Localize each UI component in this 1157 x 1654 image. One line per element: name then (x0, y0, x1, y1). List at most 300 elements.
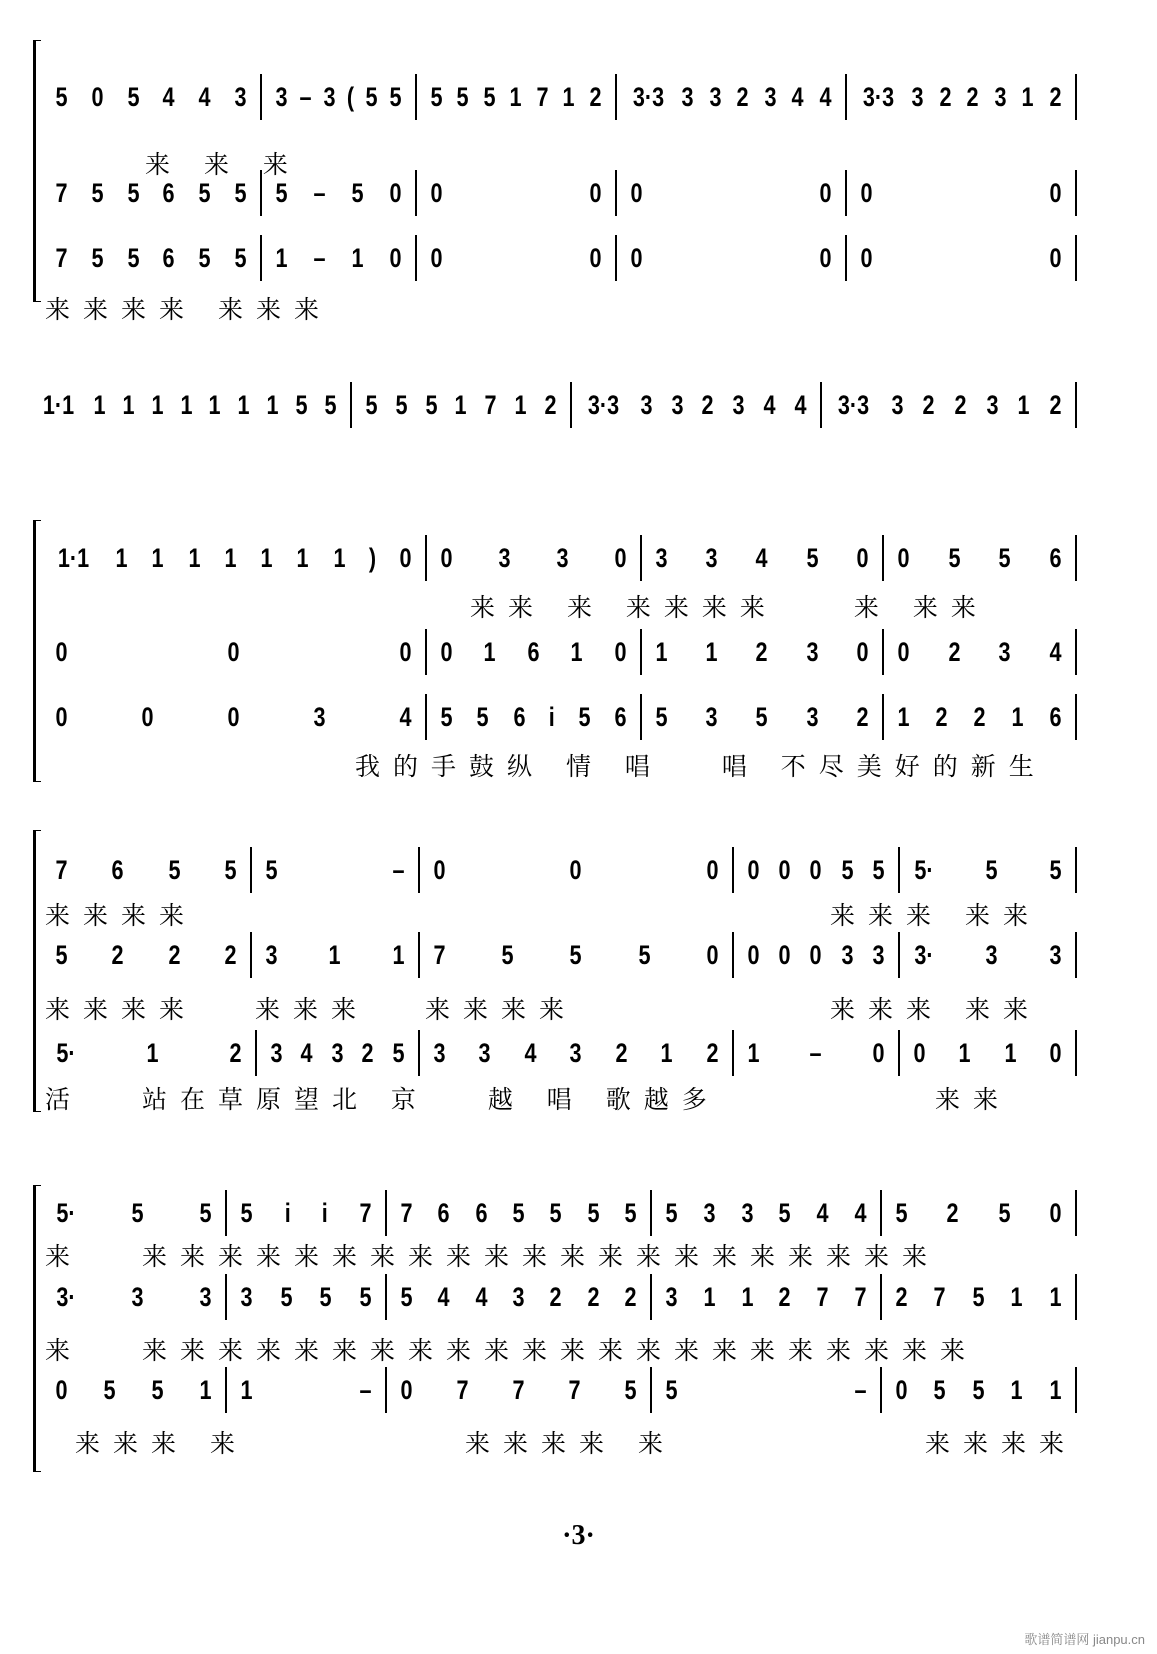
measure (44, 853, 248, 887)
note: 4 (162, 81, 175, 112)
measure (902, 1036, 1073, 1070)
note: 5 (985, 854, 998, 885)
note: 3 (985, 939, 998, 970)
note: 2 (168, 939, 181, 970)
note: 3 (986, 389, 999, 420)
note: 0 (819, 242, 832, 273)
note: 3 (732, 389, 745, 420)
note: 0 (227, 636, 240, 667)
barline (650, 1367, 652, 1413)
note: 2 (111, 939, 124, 970)
note: 0 (55, 636, 68, 667)
note: 5 (319, 1281, 332, 1312)
note: 0 (1049, 1037, 1062, 1068)
note: 7 (854, 1281, 867, 1312)
barline (1075, 1190, 1077, 1236)
note: 5 (127, 177, 140, 208)
note: 0 (913, 1037, 926, 1068)
note: 0 (589, 242, 602, 273)
note: 0 (895, 1374, 908, 1405)
note: 0 (819, 177, 832, 208)
barline (1075, 235, 1077, 281)
lyric-line: 来 来来来来来来来来来来来来来来来来来来来来来 (45, 1242, 940, 1271)
barline (845, 74, 847, 120)
measure (849, 80, 1073, 114)
note: i (548, 701, 555, 732)
measure (886, 700, 1073, 734)
measure (44, 80, 258, 114)
measure (44, 1373, 223, 1407)
measure (619, 176, 843, 210)
note: 5 (578, 701, 591, 732)
note: 2 (224, 939, 237, 970)
note: 0 (430, 242, 443, 273)
note: 7 (568, 1374, 581, 1405)
note: 5 (624, 1197, 637, 1228)
barline (880, 1367, 882, 1413)
note: 6 (111, 854, 124, 885)
note: 1 (747, 1037, 760, 1068)
measure (422, 938, 730, 972)
barline (385, 1367, 387, 1413)
note: 0 (399, 636, 412, 667)
measure (44, 241, 258, 275)
measure (419, 241, 613, 275)
lyric-line: 来来 (935, 1085, 1012, 1114)
note: 0 (227, 701, 240, 732)
note: 0 (860, 177, 873, 208)
note: 0 (630, 242, 643, 273)
lyric-line: 来来来 来 (75, 1429, 248, 1458)
measure (422, 1036, 730, 1070)
barline (898, 1030, 900, 1076)
note: 0 (706, 939, 719, 970)
note: 3· (56, 1281, 76, 1312)
barline (640, 629, 642, 675)
measure (654, 1280, 878, 1314)
note: 0 (1049, 242, 1062, 273)
note: 1 (266, 389, 279, 420)
note: 7 (512, 1374, 525, 1405)
note: 5 (476, 701, 489, 732)
lyric-line: 来来来 (255, 995, 370, 1024)
note: 2 (549, 1281, 562, 1312)
note: 0 (399, 542, 412, 573)
measure (229, 1280, 383, 1314)
note: 5· (56, 1037, 76, 1068)
note: 7 (536, 81, 549, 112)
barline (260, 74, 262, 120)
barline (1075, 1030, 1077, 1076)
measure (254, 938, 416, 972)
barline (1075, 1274, 1077, 1320)
note: 1 (655, 636, 668, 667)
note: 0 (614, 542, 627, 573)
note: 1 (1017, 389, 1030, 420)
note: – (313, 177, 326, 208)
note: 3 (655, 542, 668, 573)
measure (389, 1280, 648, 1314)
note: 1 (897, 701, 910, 732)
note: 1 (199, 1374, 212, 1405)
barline (732, 847, 734, 893)
barline (1075, 382, 1077, 428)
note: 5 (127, 81, 140, 112)
watermark: 歌谱简谱网 jianpu.cn (1024, 1632, 1145, 1647)
note: 1 (660, 1037, 673, 1068)
note: 4 (755, 542, 768, 573)
measure (259, 1036, 416, 1070)
note: 3 (872, 939, 885, 970)
note: 0 (897, 636, 910, 667)
barline (255, 1030, 257, 1076)
note: 5 (234, 177, 247, 208)
lyric-line: 来来来来 来 (465, 1429, 676, 1458)
barline (820, 382, 822, 428)
note: 3 (681, 81, 695, 112)
page-number: ·3· (562, 1520, 595, 1551)
barline (425, 535, 427, 581)
note: 5 (895, 1197, 908, 1228)
note: 1 (146, 1037, 159, 1068)
note: 1 (703, 1281, 716, 1312)
note: 3 (709, 81, 722, 112)
barline (260, 235, 262, 281)
barline (640, 535, 642, 581)
note: 1 (237, 389, 250, 420)
measure (389, 1196, 648, 1230)
note: 1 (180, 389, 193, 420)
note: 7 (400, 1197, 413, 1228)
note: 4 (524, 1037, 537, 1068)
note: 3 (806, 636, 819, 667)
note: 3 (265, 939, 278, 970)
barline (418, 1030, 420, 1076)
note: 5 (198, 177, 211, 208)
measure (44, 541, 423, 575)
note: 1 (328, 939, 342, 970)
note: 0 (91, 81, 104, 112)
note: 3 (764, 81, 777, 112)
measure (884, 1196, 1073, 1230)
note: 3 (323, 81, 336, 112)
lyric-line: 来来来来 (45, 995, 198, 1024)
note: 0 (897, 542, 910, 573)
note: 1 (570, 636, 583, 667)
barline (882, 535, 884, 581)
note: 5 (280, 1281, 293, 1312)
note: 2 (1049, 389, 1062, 420)
system-bracket (33, 520, 41, 782)
note: 0 (872, 1037, 885, 1068)
note: 2 (736, 81, 749, 112)
note: 6 (162, 242, 175, 273)
note: 1 (296, 542, 309, 573)
note: 3 (313, 701, 326, 732)
note: 5 (665, 1197, 678, 1228)
measure (44, 700, 423, 734)
lyric-line: 来来来 来来 (830, 901, 1041, 930)
note: 5· (914, 854, 934, 885)
note: 0 (1049, 1197, 1062, 1228)
note: 5 (624, 1374, 637, 1405)
note: 5 (103, 1374, 116, 1405)
note: 5 (778, 1197, 791, 1228)
barline (640, 694, 642, 740)
note: 5 (806, 542, 819, 573)
barline (732, 1030, 734, 1076)
note: 4 (854, 1197, 867, 1228)
note: 3 (891, 389, 904, 420)
note: 3 (433, 1037, 446, 1068)
measure (44, 1036, 253, 1070)
note: 4 (816, 1197, 829, 1228)
note: 2 (856, 701, 869, 732)
note: 7 (359, 1197, 372, 1228)
note: 3 (556, 542, 569, 573)
note: 5 (1049, 854, 1062, 885)
note: 5 (365, 81, 378, 112)
note: 0 (433, 854, 446, 885)
note: 7 (933, 1281, 947, 1312)
barline (880, 1274, 882, 1320)
measure (886, 635, 1073, 669)
barline (845, 170, 847, 216)
note: 2 (589, 81, 602, 112)
note: 0 (747, 939, 760, 970)
note: 1 (509, 81, 522, 112)
measure (849, 241, 1073, 275)
note: 2 (973, 701, 986, 732)
note: 7 (55, 177, 68, 208)
measure (644, 635, 880, 669)
measure (44, 635, 423, 669)
note: 1 (454, 389, 468, 420)
measure (884, 1280, 1073, 1314)
measure (574, 388, 818, 422)
measure (902, 938, 1073, 972)
note: 5 (948, 542, 961, 573)
lyric-line: 来 来来来来来来来来来来来来来来来来来来来来来来 (45, 1336, 978, 1365)
barline (425, 694, 427, 740)
barline (732, 932, 734, 978)
note: 4 (437, 1281, 450, 1312)
barline (1075, 694, 1077, 740)
measure (229, 1196, 383, 1230)
measure (29, 388, 348, 422)
note: 2 (587, 1281, 600, 1312)
note: 3 (1049, 939, 1062, 970)
note: 5 (755, 701, 768, 732)
barline (898, 932, 900, 978)
note: 1 (151, 389, 164, 420)
barline (415, 74, 417, 120)
barline (882, 694, 884, 740)
barline (650, 1190, 652, 1236)
note: 3 (478, 1037, 492, 1068)
barline (845, 235, 847, 281)
note: i (284, 1197, 291, 1228)
note: 5 (569, 939, 582, 970)
lyric-line: 来来来来 (45, 901, 198, 930)
barline (615, 74, 617, 120)
note: 3 (512, 1281, 525, 1312)
note: 3 (240, 1281, 253, 1312)
note: 5 (55, 939, 68, 970)
note: 3 (331, 1037, 344, 1068)
note: 4 (198, 81, 211, 112)
measure (229, 1373, 383, 1407)
note: 7 (433, 939, 446, 970)
note: 7 (55, 854, 68, 885)
note: 6 (1049, 542, 1062, 573)
note: 0 (55, 701, 68, 732)
note: 2 (948, 636, 961, 667)
lyric-line: 我的手鼓纵 情 唱 唱 不尽美好的新生 (355, 752, 1047, 781)
note: 0 (400, 1374, 413, 1405)
measure (736, 853, 896, 887)
barline (225, 1190, 227, 1236)
note: 5 (440, 701, 453, 732)
note: 3 (665, 1281, 678, 1312)
note: 3 (131, 1281, 144, 1312)
measure (619, 80, 843, 114)
note: 5 (501, 939, 514, 970)
note: 0 (747, 854, 760, 885)
measure (264, 80, 413, 114)
barline (1075, 170, 1077, 216)
note: – (359, 1374, 372, 1405)
measure (619, 241, 843, 275)
note: 1 (741, 1281, 754, 1312)
note: 1 (1049, 1281, 1062, 1312)
note: 3 (911, 81, 925, 112)
note: 5 (998, 542, 1011, 573)
barline (415, 235, 417, 281)
measure (654, 1373, 878, 1407)
note: 5 (549, 1197, 562, 1228)
note: 2 (544, 389, 557, 420)
barline (1075, 932, 1077, 978)
note: 0 (860, 242, 873, 273)
note: 6 (513, 701, 526, 732)
note: 1 (93, 389, 106, 420)
note: 2 (706, 1037, 719, 1068)
note: 5 (55, 81, 68, 112)
note: 5 (392, 1037, 405, 1068)
barline (1075, 847, 1077, 893)
note: 5 (275, 177, 288, 208)
note: 5 (127, 242, 140, 273)
note: 0 (589, 177, 602, 208)
note: 5 (425, 389, 438, 420)
barline (385, 1190, 387, 1236)
measure (886, 541, 1073, 575)
barline (350, 382, 352, 428)
note: – (313, 242, 326, 273)
note: 3 (671, 389, 684, 420)
barline (1075, 535, 1077, 581)
note: 2 (701, 389, 715, 420)
measure (264, 241, 413, 275)
measure (429, 635, 638, 669)
note: 1 (224, 542, 237, 573)
note: 7 (484, 389, 497, 420)
lyric-line: 来来来来 (925, 1429, 1078, 1458)
note: 5 (972, 1374, 985, 1405)
barline (385, 1274, 387, 1320)
note: 5 (512, 1197, 525, 1228)
note: 3·3 (632, 81, 665, 112)
note: 3 (806, 701, 819, 732)
note: 4 (1049, 636, 1062, 667)
note: 1 (208, 389, 221, 420)
note: 1 (188, 542, 201, 573)
barline (1075, 74, 1077, 120)
note: 5 (359, 1281, 372, 1312)
measure (849, 176, 1073, 210)
measure (429, 541, 638, 575)
note: 1 (260, 542, 273, 573)
note: 6 (475, 1197, 488, 1228)
barline (615, 235, 617, 281)
note: 4 (794, 389, 807, 420)
note: 5 (91, 242, 104, 273)
note: 4 (819, 81, 832, 112)
system-bracket (33, 1185, 41, 1472)
note: ) (368, 542, 376, 573)
note: 1 (958, 1037, 971, 1068)
note: – (392, 854, 405, 885)
note: 3 (569, 1037, 582, 1068)
note: 3 (705, 701, 718, 732)
barline (615, 170, 617, 216)
measure (44, 1196, 223, 1230)
note: 1 (562, 81, 575, 112)
note: i (321, 1197, 328, 1228)
measure (429, 700, 638, 734)
note: 0 (430, 177, 443, 208)
note: 1 (392, 939, 405, 970)
note: 2 (778, 1281, 791, 1312)
system-bracket (33, 830, 41, 1112)
measure (254, 853, 416, 887)
note: 5 (295, 389, 308, 420)
note: 1 (275, 242, 288, 273)
barline (898, 847, 900, 893)
note: 3 (275, 81, 288, 112)
note: 2 (361, 1037, 374, 1068)
note: 5 (324, 389, 337, 420)
note: 0 (141, 701, 154, 732)
note: 2 (1049, 81, 1062, 112)
note: 3 (841, 939, 854, 970)
lyric-line: 来 来 来 (145, 150, 301, 179)
note: 5 (240, 1197, 253, 1228)
note: 5 (351, 177, 364, 208)
note: 3·3 (587, 389, 620, 420)
note: 4 (300, 1037, 314, 1068)
note: 5 (655, 701, 668, 732)
note: 0 (55, 1374, 68, 1405)
note: 6 (162, 177, 175, 208)
measure (264, 176, 413, 210)
note: 2 (935, 701, 948, 732)
note: 5· (56, 1197, 76, 1228)
note: 5 (224, 854, 237, 885)
barline (1075, 629, 1077, 675)
note: – (854, 1374, 867, 1405)
